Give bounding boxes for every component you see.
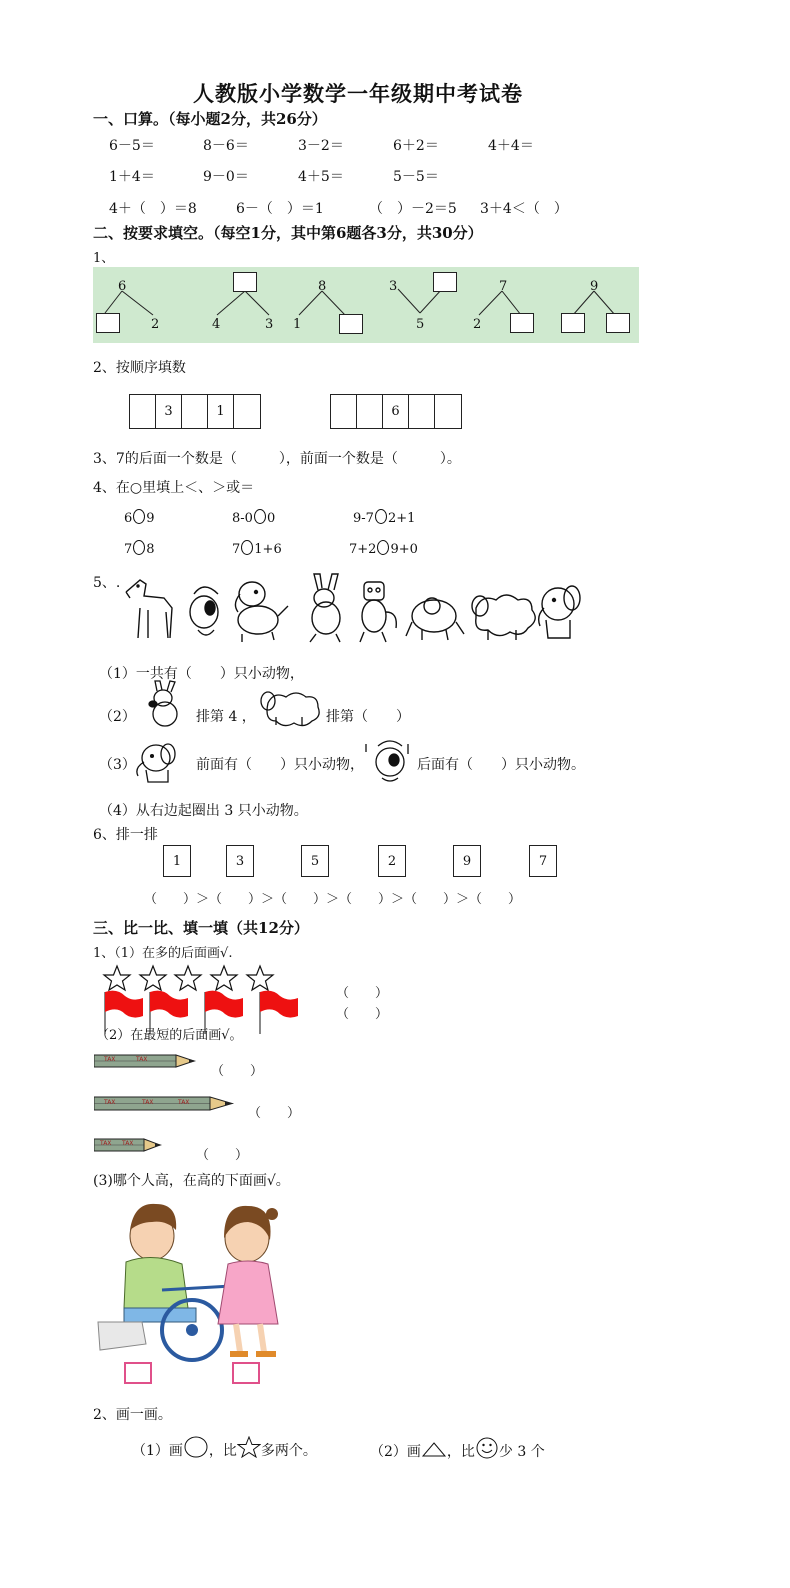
triangle-icon	[421, 1440, 447, 1458]
animal-row-illustration	[116, 572, 586, 644]
compare-item: 7 1+6	[232, 542, 282, 557]
number-card: 1	[163, 845, 191, 877]
question-label: 5、.	[93, 575, 121, 591]
svg-text:TAX: TAX	[100, 1140, 112, 1147]
number-split-lines	[93, 267, 639, 343]
compare-circle[interactable]	[377, 540, 389, 555]
sequence-boxes-2	[330, 394, 462, 429]
math-item: 4＋（ ）＝8	[109, 201, 197, 217]
children-illustration	[92, 1200, 292, 1390]
star-icon	[140, 966, 166, 990]
order-answer-line: （ ）＞（ ）＞（ ）＞（ ）＞（ ）＞（ ）	[144, 892, 522, 907]
girl-icon	[218, 1206, 278, 1354]
math-item: 6－（ ）＝1	[236, 201, 324, 217]
question-label: 排第 4 ，	[196, 709, 256, 725]
question-label: 2、画一画。	[93, 1407, 172, 1423]
section-1-heading: 一、口算。（每小题2分，共26分）	[93, 110, 327, 128]
answer-box[interactable]	[96, 313, 120, 333]
compare-item: 6 9	[124, 511, 155, 526]
bird-icon	[190, 587, 218, 635]
math-item: 9－0＝	[203, 169, 249, 185]
question-label: 4、在○里填上＜、＞或＝	[93, 480, 255, 496]
svg-text:TAX: TAX	[136, 1056, 148, 1063]
tree-left-number: 4	[212, 317, 221, 332]
compare-item: 8-0 0	[232, 511, 276, 526]
tree-top-number: 3	[389, 279, 398, 294]
question-label: （1）一共有（ ）只小动物，	[99, 666, 304, 682]
number-card: 3	[226, 845, 254, 877]
answer-box[interactable]	[124, 1362, 152, 1384]
sequence-cell[interactable]	[409, 395, 435, 428]
star-icon	[104, 966, 130, 990]
tree-right-number: 2	[151, 317, 160, 332]
question-label: 2、按顺序填数	[93, 360, 186, 376]
compare-circle[interactable]	[375, 509, 387, 524]
tree-left-number: 1	[293, 317, 302, 332]
sequence-cell[interactable]	[357, 395, 383, 428]
bird-icon	[362, 736, 418, 784]
question-label: 6、排一排	[93, 827, 158, 843]
elephant-icon	[539, 586, 580, 638]
math-item: （ ）－2＝5	[369, 201, 457, 217]
math-item: 3－2＝	[298, 138, 344, 154]
rabbit-icon	[139, 680, 189, 728]
answer-paren[interactable]: （ ）	[196, 1148, 249, 1163]
number-card: 5	[301, 845, 329, 877]
tree-top-number: 9	[590, 279, 599, 294]
question-label: 3、7的后面一个数是（ ），前面一个数是（ ）。	[93, 451, 461, 467]
answer-paren[interactable]: （ ）	[336, 1007, 389, 1022]
question-label: 后面有（ ）只小动物。	[417, 757, 585, 773]
tree-top-number: 8	[318, 279, 327, 294]
section-3-heading: 三、比一比、填一填（共12分）	[93, 919, 309, 937]
svg-text:TAX: TAX	[122, 1140, 134, 1147]
compare-circle[interactable]	[254, 509, 266, 524]
compare-item: 7 8	[124, 542, 155, 557]
answer-paren[interactable]: （ ）	[248, 1106, 301, 1121]
math-item: 6－5＝	[109, 138, 155, 154]
question-label: (3)哪个人高，在高的下面画√。	[93, 1173, 290, 1189]
math-item: 3＋4＜（ ）	[480, 201, 568, 217]
compare-circle[interactable]	[133, 509, 145, 524]
flag-icon	[260, 991, 298, 1034]
svg-text:TAX: TAX	[142, 1099, 154, 1106]
question-label: （3）	[99, 757, 136, 773]
tree-left-number: 2	[473, 317, 482, 332]
svg-text:TAX: TAX	[104, 1099, 116, 1106]
elephant-icon	[130, 740, 180, 784]
question-label: 1、（1）在多的后面画√.	[93, 946, 233, 961]
math-item: 6＋2＝	[393, 138, 439, 154]
sequence-cell[interactable]	[130, 395, 156, 428]
turtle-icon	[406, 598, 464, 640]
pencil-icon	[94, 1094, 236, 1114]
math-item: 4＋4＝	[488, 138, 534, 154]
compare-circle[interactable]	[133, 540, 145, 555]
sequence-cell[interactable]	[234, 395, 260, 428]
sequence-cell[interactable]: 6	[383, 395, 409, 428]
answer-paren[interactable]: （ ）	[336, 986, 389, 1001]
question-label: 排第（ ）	[326, 709, 410, 725]
question-label: 前面有（ ）只小动物，	[196, 757, 364, 773]
math-item: 5－5＝	[393, 169, 439, 185]
sequence-cell[interactable]	[331, 395, 357, 428]
sequence-boxes-1	[129, 394, 261, 429]
question-label: （2）	[99, 709, 136, 725]
section-2-heading: 二、按要求填空。（每空1分，其中第6题各3分，共30分）	[93, 224, 483, 242]
question-label: （1）画 ，比 多两个。	[132, 1436, 317, 1460]
answer-box[interactable]	[510, 313, 534, 333]
sequence-cell[interactable]	[182, 395, 208, 428]
sheep-icon	[472, 595, 535, 640]
answer-box[interactable]	[561, 313, 585, 333]
number-card: 2	[378, 845, 406, 877]
horse-icon	[126, 580, 172, 638]
math-item: 1＋4＝	[109, 169, 155, 185]
question-label: 1、	[93, 251, 115, 266]
dog-icon	[235, 582, 288, 642]
sequence-cell[interactable]: 1	[208, 395, 234, 428]
math-item: 4＋5＝	[298, 169, 344, 185]
circle-icon	[183, 1436, 209, 1458]
pencil-icon	[94, 1052, 198, 1070]
number-card: 9	[453, 845, 481, 877]
star-icon	[247, 966, 273, 990]
answer-paren[interactable]: （ ）	[211, 1064, 264, 1079]
question-label: （4）从右边起圈出 3 只小动物。	[99, 803, 308, 819]
number-card: 7	[529, 845, 557, 877]
answer-box[interactable]	[433, 272, 457, 292]
compare-circle[interactable]	[241, 540, 253, 555]
page-title: 人教版小学数学一年级期中考试卷	[193, 81, 523, 106]
tree-top-number: 7	[499, 279, 508, 294]
sequence-cell[interactable]: 3	[156, 395, 182, 428]
svg-text:TAX: TAX	[104, 1056, 116, 1063]
question-label: （2）在最短的后面画√。	[96, 1028, 243, 1043]
answer-box[interactable]	[606, 313, 630, 333]
rabbit-icon	[310, 574, 340, 642]
star-icon	[211, 966, 237, 990]
star-icon	[237, 1436, 261, 1458]
tree-right-number: 3	[265, 317, 274, 332]
monkey-icon	[360, 582, 396, 642]
answer-box[interactable]	[232, 1362, 260, 1384]
svg-text:TAX: TAX	[178, 1099, 190, 1106]
pencil-icon	[94, 1136, 164, 1154]
boy-icon	[98, 1204, 196, 1350]
tree-bottom-number: 5	[416, 317, 425, 332]
answer-box[interactable]	[339, 314, 363, 334]
smiley-icon	[475, 1436, 499, 1460]
compare-item: 9-7 2+1	[353, 511, 416, 526]
star-icon	[175, 966, 201, 990]
sequence-cell[interactable]	[435, 395, 461, 428]
compare-item: 7+2 9+0	[349, 542, 418, 557]
tree-top-number: 6	[118, 279, 127, 294]
answer-box[interactable]	[233, 272, 257, 292]
sheep-icon	[258, 683, 322, 727]
question-label: （2）画 ，比 少 3 个	[370, 1436, 545, 1461]
math-item: 8－6＝	[203, 138, 249, 154]
